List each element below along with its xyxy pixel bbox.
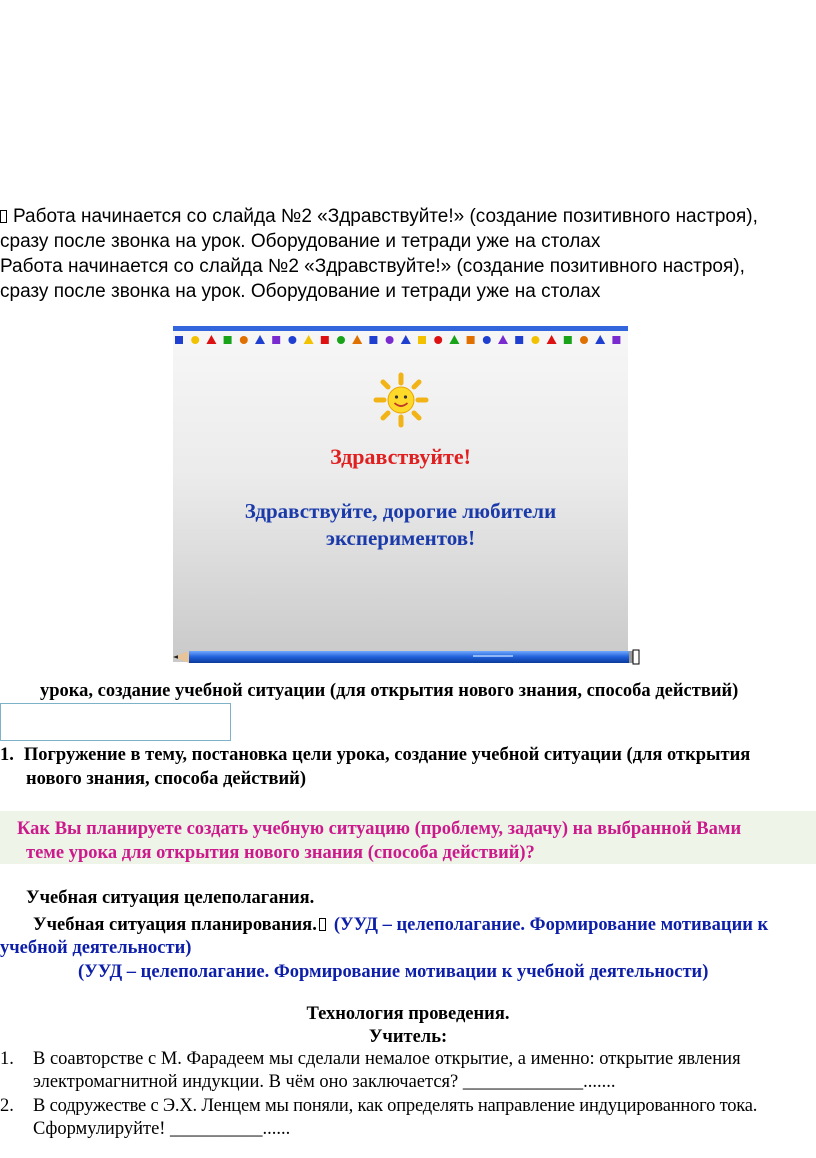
empty-text-frame: [0, 703, 231, 741]
intro-text-1: Работа начинается со слайда №2 «Здравствуйте!» (создание позитивного настроя),: [13, 206, 758, 227]
item-1-line-2: электромагнитной индукции. В чём оно заключается? _____________.......: [33, 1072, 616, 1092]
bead: [515, 336, 523, 344]
missing-glyph-icon: [319, 918, 326, 931]
bead: [304, 335, 314, 344]
slide-greeting: Здравствуйте!: [330, 444, 471, 469]
question-line-2: теме урока для открытия нового знания (способа действий)?: [26, 843, 535, 863]
bead: [369, 336, 377, 344]
bead: [595, 335, 605, 344]
intro-line-2: сразу после звонка на урок. Оборудование и тетради уже на столах: [0, 231, 601, 252]
pencil-icon: [173, 648, 641, 666]
bead: [467, 336, 475, 344]
missing-glyph-icon: [0, 210, 7, 223]
item-number: 1.: [0, 1049, 14, 1069]
bead: [612, 336, 620, 344]
uud-full: (УУД – целеполагание. Формирование мотивации к учебной деятельности): [78, 962, 709, 982]
fragment-line: урока, создание учебной ситуации (для открытия нового знания, способа действий): [40, 681, 739, 701]
bead: [386, 336, 394, 344]
intro-line-4: сразу после звонка на урок. Оборудование и тетради уже на столах: [0, 281, 601, 302]
bead: [580, 336, 588, 344]
section-1-line-1: Погружение в тему, постановка цели урока, создание учебной ситуации (для открытия: [23, 745, 751, 765]
item-number: 2.: [0, 1096, 14, 1116]
uud-part-1: (УУД – целеполагание. Формирование мотивации к: [333, 915, 769, 935]
bead: [240, 336, 248, 344]
bead: [401, 335, 411, 344]
bead: [547, 335, 557, 344]
greeting-slide-image: [173, 326, 628, 662]
list-item: [0, 1048, 14, 1071]
planning-situation: Учебная ситуация планирования.: [33, 915, 317, 935]
bead: [224, 336, 232, 344]
question-line-1: Как Вы планируете создать учебную ситуацию (проблему, задачу) на выбранной Вами: [17, 819, 742, 839]
colored-beads-border: [173, 331, 628, 349]
slide-subtitle-line-1: Здравствуйте, дорогие любители: [244, 499, 557, 523]
bead: [288, 336, 296, 344]
bead: [321, 336, 329, 344]
slide-subtitle-line-2: экспериментов!: [325, 526, 476, 550]
item-2-line-1: В содружестве с Э.Х. Ленцем мы поняли, как определять направление индуцированного тока.: [33, 1096, 758, 1116]
bead: [498, 335, 508, 344]
planning-situation-line: [33, 914, 768, 937]
bead: [272, 336, 280, 344]
section-1-line-2: нового знания, способа действий): [26, 769, 307, 789]
bead: [449, 335, 459, 344]
section-number: 1.: [0, 745, 14, 765]
bead: [434, 336, 442, 344]
bead: [206, 335, 216, 344]
bead: [564, 336, 572, 344]
list-item: [0, 1095, 14, 1118]
uud-part-2: учебной деятельности): [0, 938, 192, 958]
sun-smiley-icon: [373, 372, 429, 428]
intro-line-1: [0, 205, 758, 229]
bead: [418, 336, 426, 344]
intro-line-3: Работа начинается со слайда №2 «Здравствуйте!» (создание позитивного настроя),: [0, 256, 745, 277]
bead: [191, 336, 199, 344]
bead: [352, 335, 362, 344]
bead: [255, 335, 265, 344]
bead: [483, 336, 491, 344]
slide-subtitle: [173, 498, 628, 552]
item-1-line-1: В соавторстве с М. Фарадеем мы сделали немалое открытие, а именно: открытие явления: [33, 1049, 741, 1069]
bead: [337, 336, 345, 344]
section-1-heading: [0, 744, 750, 767]
teacher-label: Учитель:: [368, 1027, 448, 1047]
technology-title: Технология проведения.: [306, 1004, 510, 1024]
item-2-line-2: Сформулируйте! __________......: [33, 1119, 291, 1139]
goal-situation: Учебная ситуация целеполагания.: [26, 888, 315, 908]
bead: [175, 336, 183, 344]
bead: [531, 336, 539, 344]
